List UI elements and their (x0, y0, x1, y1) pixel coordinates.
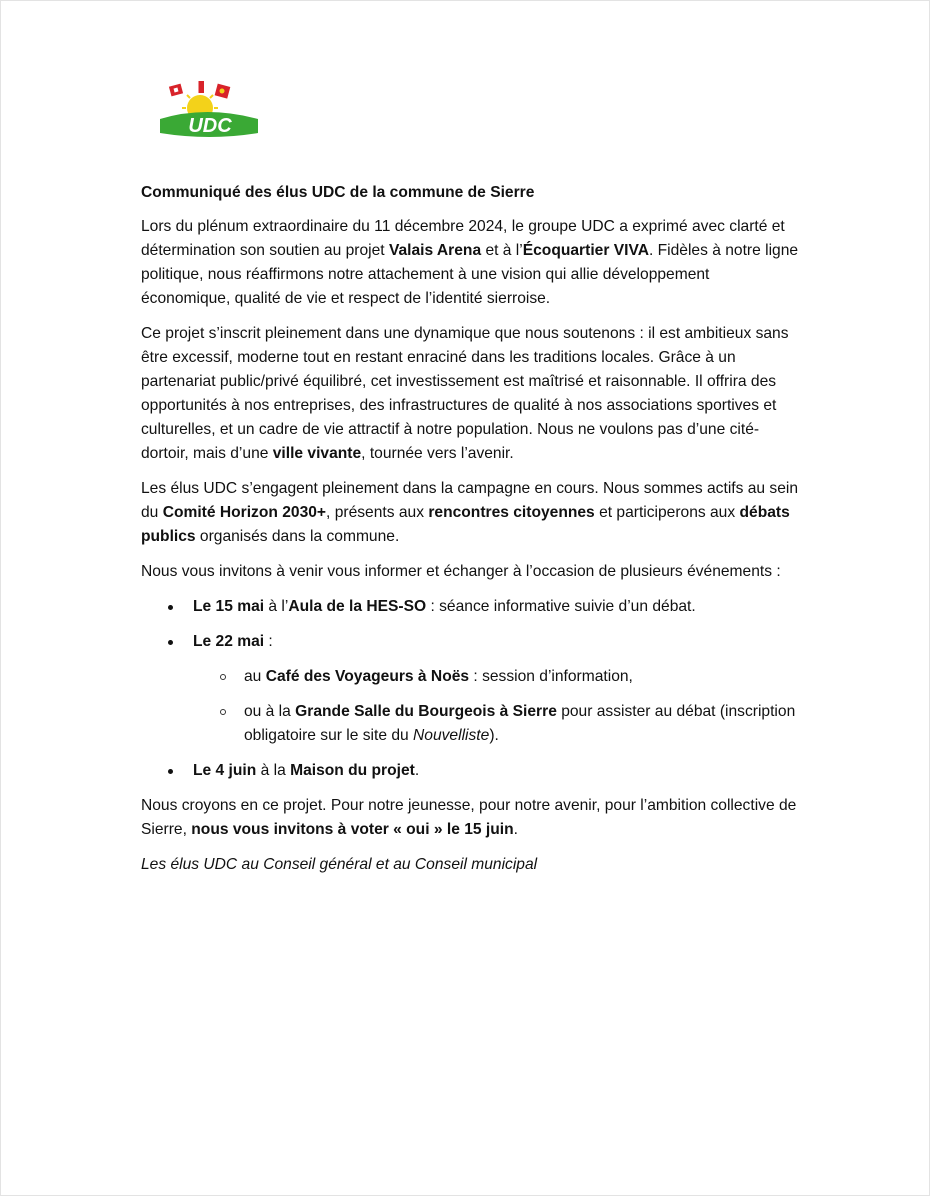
paragraph-5: Nous croyons en ce projet. Pour notre jeunesse, pour notre avenir, pour l’ambition collective de Sierre, nous vous invitons à voter « oui » le 15 juin. (141, 797, 797, 838)
logo-text: UDC (188, 115, 232, 137)
paragraph-3: Les élus UDC s’engagent pleinement dans la campagne en cours. Nous sommes actifs au sein du Comité Horizon 2030+, présents aux rencontres citoyennes et participerons aux débats publics organisés dans la commune. (141, 480, 799, 545)
event-item-4-juin: Le 4 juin à la Maison du projet. (141, 759, 801, 783)
signature: Les élus UDC au Conseil général et au Conseil municipal (141, 856, 538, 873)
udc-logo (156, 79, 262, 141)
sub-item-cafe-voyageurs: au Café des Voyageurs à Noës : session d’information, (193, 665, 801, 689)
event-item-15-mai: Le 15 mai à l’Aula de la HES-SO : séance informative suivie d’un débat. (141, 595, 801, 619)
paragraph-2: Ce projet s’inscrit pleinement dans une dynamique que nous soutenons : il est ambitieux sans être excessif, moderne tout en restant enraciné dans les traditions locales. Grâce à un partenariat public/privé équilibré, cet investissement est maîtrisé et raisonnable. Il offrira des opportunités à nos entreprises, des infrastructures de qualité à nos associations sportives et culturelles, et un cadre de vie attractif à notre population. Nous ne voulons pas d’une cité-dortoir, mais d’une ville vivante, tournée vers l’avenir. (141, 325, 789, 462)
sub-item-grande-salle: ou à la Grande Salle du Bourgeois à Sierre pour assister au débat (inscription obligatoire sur le site du Nouvelliste). (193, 700, 801, 748)
paragraph-1: Lors du plénum extraordinaire du 11 décembre 2024, le groupe UDC a exprimé avec clarté et détermination son soutien au projet Valais Arena et à l’Écoquartier VIVA. Fidèles à notre ligne politique, nous réaffirmons notre attachement à une vision qui allie développement économique, qualité de vie et respect de l’identité sierroise. (141, 218, 799, 307)
paragraph-4: Nous vous invitons à venir vous informer et échanger à l’occasion de plusieurs événements : (141, 563, 781, 580)
event-sublist (193, 665, 801, 748)
events-list (141, 595, 801, 783)
press-release-body (141, 181, 801, 888)
event-item-22-mai: Le 22 mai : au Café des Voyageurs à Noës : session d’information, ou à la Grande Salle du Bourgeois à Sierre pour assister au débat (inscription obligatoire sur le site du Nouvelliste). (141, 630, 801, 748)
document-title: Communiqué des élus UDC de la commune de Sierre (141, 184, 535, 201)
